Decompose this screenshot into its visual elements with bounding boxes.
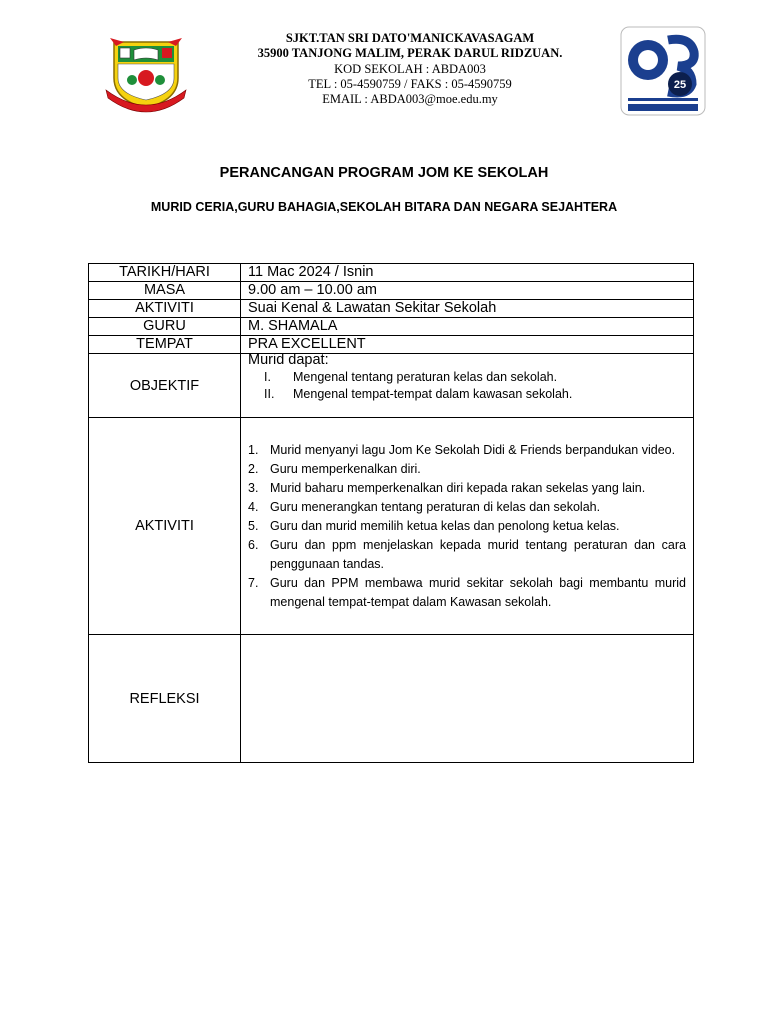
- ts25-badge-icon: [620, 26, 706, 116]
- list-item-number: 5.: [248, 518, 259, 533]
- list-item-text: Mengenal tempat-tempat dalam kawasan sekolah.: [293, 387, 573, 401]
- row-value: Suai Kenal & Lawatan Sekitar Sekolah: [241, 300, 694, 318]
- list-item-text: Mengenal tentang peraturan kelas dan sekolah.: [293, 370, 558, 384]
- objektif-intro: Murid dapat:: [248, 352, 329, 368]
- list-item-text: Murid baharu memperkenalkan diri kepada rakan sekelas yang lain.: [270, 480, 646, 495]
- objektif-row: [89, 354, 694, 418]
- row-label: TARIKH/HARI: [89, 264, 241, 282]
- list-item-number: II.: [264, 387, 275, 401]
- list-item: [248, 479, 686, 498]
- row-value: M. SHAMALA: [241, 318, 694, 336]
- row-value: 11 Mac 2024 / Isnin: [241, 264, 694, 282]
- aktiviti-list: [248, 441, 693, 612]
- badge-number: 25: [673, 79, 687, 91]
- list-item-text: Guru menerangkan tentang peraturan di kelas dan sekolah.: [270, 499, 601, 514]
- row-value: 9.00 am – 10.00 am: [241, 282, 694, 300]
- school-email: EMAIL : ABDA003@moe.edu.my: [322, 92, 498, 107]
- list-item: [248, 517, 686, 536]
- list-item-text: Murid menyanyi lagu Jom Ke Sekolah Didi & Friends berpandukan video.: [270, 442, 676, 457]
- school-code: KOD SEKOLAH : ABDA003: [334, 61, 486, 76]
- list-item-number: I.: [264, 370, 271, 384]
- aktiviti-row: [89, 418, 694, 635]
- list-item-number: 1.: [248, 442, 259, 457]
- list-item: [248, 369, 693, 386]
- row-label: AKTIVITI: [89, 300, 241, 318]
- objektif-cell: [241, 354, 694, 418]
- school-crest-icon: [104, 34, 188, 114]
- list-item: [248, 386, 693, 403]
- objektif-label: OBJEKTIF: [89, 354, 241, 418]
- refleksi-value: [241, 635, 694, 763]
- list-item-text: Guru dan PPM membawa murid sekitar sekolah bagi membantu murid mengenal tempat-tempat dalam Kawasan sekolah.: [270, 575, 686, 609]
- school-name: SJKT.TAN SRI DATO'MANICKAVASAGAM: [285, 31, 535, 45]
- list-item-text: Guru memperkenalkan diri.: [270, 461, 421, 476]
- program-table: [88, 263, 694, 763]
- list-item-number: 4.: [248, 499, 259, 514]
- table-row: [89, 264, 694, 282]
- page-subtitle: MURID CERIA,GURU BAHAGIA,SEKOLAH BITARA DAN NEGARA SEJAHTERA: [150, 200, 618, 214]
- refleksi-row: [89, 635, 694, 763]
- list-item-number: 7.: [248, 575, 259, 590]
- list-item-number: 6.: [248, 537, 259, 552]
- row-label: TEMPAT: [89, 336, 241, 354]
- list-item: [248, 574, 686, 612]
- list-item: [248, 536, 686, 574]
- list-item-text: Guru dan murid memilih ketua kelas dan penolong ketua kelas.: [270, 518, 620, 533]
- list-item: [248, 441, 686, 460]
- objektif-list: [248, 369, 693, 403]
- aktiviti-label: AKTIVITI: [89, 418, 241, 635]
- list-item-text: Guru dan ppm menjelaskan kepada murid tentang peraturan dan cara penggunaan tandas.: [270, 537, 686, 571]
- row-label: GURU: [89, 318, 241, 336]
- refleksi-label: REFLEKSI: [89, 635, 241, 763]
- list-item: [248, 460, 686, 479]
- list-item-number: 2.: [248, 461, 259, 476]
- school-header: [200, 31, 620, 107]
- page-title: PERANCANGAN PROGRAM JOM KE SEKOLAH: [219, 165, 549, 181]
- table-row: [89, 318, 694, 336]
- school-phone-fax: TEL : 05-4590759 / FAKS : 05-4590759: [308, 76, 512, 91]
- row-value: PRA EXCELLENT: [241, 336, 694, 354]
- table-row: [89, 300, 694, 318]
- table-row: [89, 336, 694, 354]
- table-row: [89, 282, 694, 300]
- list-item: [248, 498, 686, 517]
- list-item-number: 3.: [248, 480, 259, 495]
- row-label: MASA: [89, 282, 241, 300]
- aktiviti-cell: [241, 418, 694, 635]
- school-address: 35900 TANJONG MALIM, PERAK DARUL RIDZUAN.: [257, 46, 563, 61]
